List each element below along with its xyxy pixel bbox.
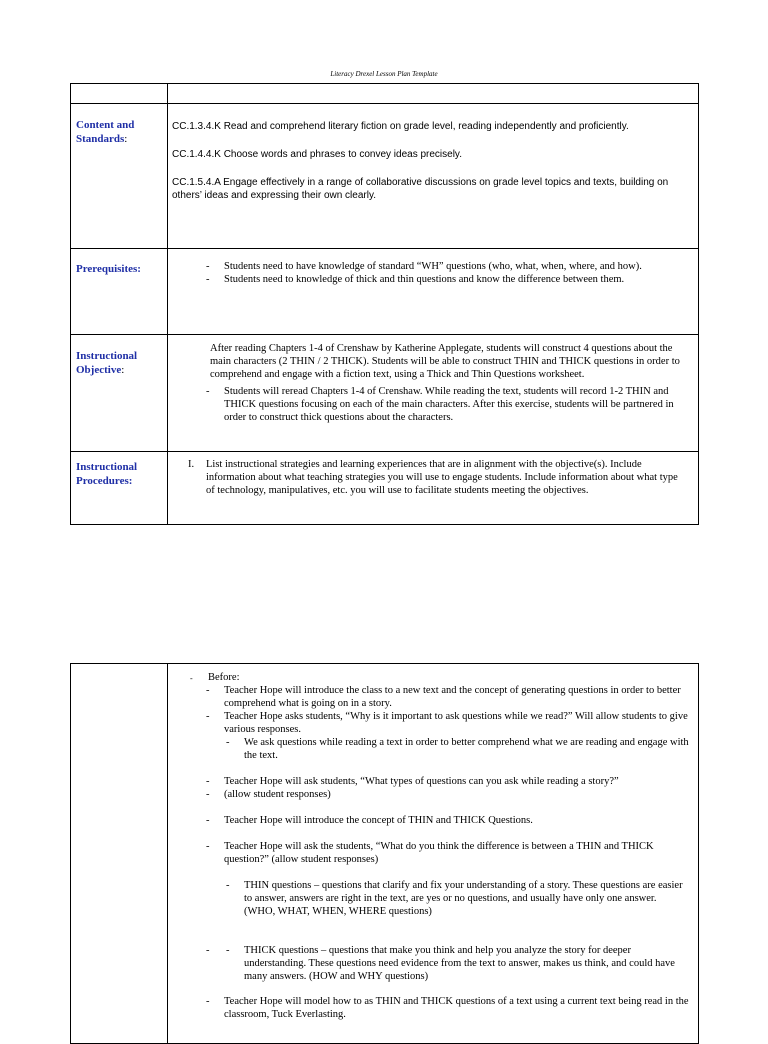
empty-cell	[168, 84, 699, 104]
procedure-item: - (allow student responses)	[224, 788, 690, 801]
dash-marker: -	[206, 945, 210, 956]
procedures-cell	[168, 452, 699, 525]
before-label: Before:	[208, 672, 240, 683]
procedure-item: - Teacher Hope will introduce the class to a new text and the concept of generating questions in order to better comprehend what is going on in a story.	[224, 684, 690, 710]
objective-bullet: - Students will reread Chapters 1-4 of Crenshaw. While reading the text, students will record 1-2 THIN and THICK questions focusing on each of the main characters. After this exercise, students will be partnered in order to construct thick questions about the characters.	[224, 385, 688, 424]
procedures-continued-table	[70, 663, 699, 1044]
standard-item: CC.1.3.4.K Read and comprehend literary fiction on grade level, reading independently and proficiently.	[172, 121, 629, 132]
procedures-label: Instructional Procedures:	[76, 461, 138, 487]
procedure-subitem: - We ask questions while reading a text in order to better comprehend what we are reading and engage with the text.	[244, 736, 690, 762]
label-text: Instructional Objective	[76, 350, 138, 376]
procedures-continued-cell	[168, 664, 699, 1044]
empty-header-row	[71, 84, 699, 104]
lesson-plan-table	[70, 83, 699, 525]
prerequisites-cell	[168, 249, 699, 335]
empty-cell	[71, 84, 168, 104]
label-colon: :	[121, 364, 125, 376]
procedure-item: - Teacher Hope will ask students, “What types of questions can you ask while reading a story?”	[224, 775, 690, 788]
empty-label-cell	[71, 664, 168, 1044]
thin-definition: - THIN questions – questions that clarify and fix your understanding of a story. These questions are easier to answer, answers are right in the text, are yes or no questions, and usually have only one answer. (WHO, WHAT, WHEN, WHERE questions)	[244, 879, 690, 918]
procedure-item: - Teacher Hope asks students, “Why is it important to ask questions while we read?” Will allow students to give various responses.	[224, 710, 690, 736]
prerequisite-item: - Students need to knowledge of thick and thin questions and know the difference between them.	[224, 273, 694, 286]
prerequisites-row	[71, 249, 699, 335]
procedures-text: List instructional strategies and learning experiences that are in alignment with the objective(s). Include information about what teaching strategies you will use to engage students. Include information about what type of technology, manipulatives, etc. you will use to facilitate students meeting the objectives.	[206, 459, 678, 496]
content-standards-label-cell	[71, 104, 168, 249]
standard-item: CC.1.4.4.K Choose words and phrases to convey ideas precisely.	[172, 149, 462, 160]
before-bullet	[208, 671, 690, 684]
content-standards-row	[71, 104, 699, 249]
objective-label-cell	[71, 335, 168, 452]
standard-item: CC.1.5.4.A Engage effectively in a range of collaborative discussions on grade level topics and texts, building on others’ ideas and expressing their own clearly.	[172, 177, 669, 201]
prerequisites-label: Prerequisites:	[76, 263, 141, 275]
thick-definition: - THICK questions – questions that make you think and help you analyze the story for deeper understanding. These questions need evidence from the text to answer, makes us think, and could have many answers. (HOW and WHY questions)	[244, 944, 690, 983]
procedures-label-cell	[71, 452, 168, 525]
procedure-item: - Teacher Hope will model how to as THIN and THICK questions of a text using a current text being read in the classroom, Tuck Everlasting.	[224, 995, 690, 1021]
prerequisite-item: - Students need to have knowledge of standard “WH” questions (who, what, when, where, and how).	[224, 260, 694, 273]
procedures-row	[71, 452, 699, 525]
procedures-numeral: I.	[188, 459, 195, 470]
procedure-item: - Teacher Hope will ask the students, “What do you think the difference is between a THIN and THICK question?” (allow student responses)	[224, 840, 690, 866]
page-header-title: Literacy Drexel Lesson Plan Template	[330, 70, 438, 78]
label-text: Content and Standards	[76, 119, 135, 145]
label-colon: :	[124, 133, 128, 145]
content-standards-label	[71, 104, 167, 146]
procedure-item: - Teacher Hope will introduce the concept of THIN and THICK Questions.	[224, 814, 690, 827]
procedures-continued-row	[71, 664, 699, 1044]
objective-row	[71, 335, 699, 452]
prerequisites-label-cell	[71, 249, 168, 335]
objective-label	[71, 335, 167, 377]
content-standards-cell	[168, 104, 699, 249]
objective-text: After reading Chapters 1-4 of Crenshaw by Katherine Applegate, students will construct 4 questions about the main characters (2 THIN / 2 THICK). Students will be able to construct THIN and THICK questions in order to comprehend and engage with a fiction text, using a Thick and Thin Questions worksheet.	[210, 343, 680, 380]
objective-cell	[168, 335, 699, 452]
